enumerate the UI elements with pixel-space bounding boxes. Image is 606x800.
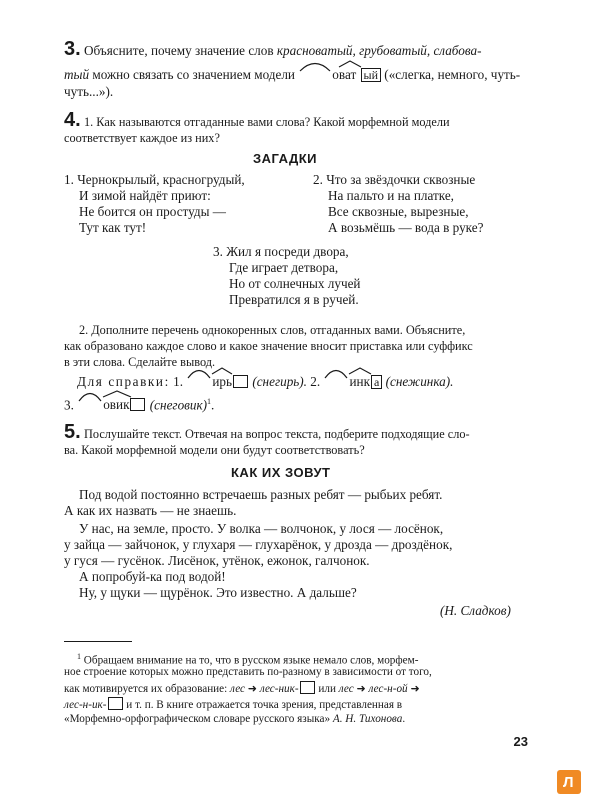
reference-line2: 3. овик (снеговик)$^1$. — [64, 394, 214, 413]
story-line1: Под водой постоянно встречаешь разных ребят — рыбьих ребят. — [79, 487, 443, 502]
task4-q2-line3: в эти слова. Сделайте вывод. — [64, 355, 216, 369]
riddle1-line3: Не боится он простуды — — [79, 204, 226, 219]
suffix-mark: овик — [103, 397, 129, 412]
task4-q2-line1: 2. Дополните перечень однокоренных слов, отгаданных вами. Объясните, — [79, 323, 466, 337]
suffix-mark: ват — [339, 67, 356, 82]
ref3-model — [77, 397, 129, 413]
suffix-mark: ирь — [212, 374, 232, 389]
task3-line1: 3. Объясните, почему значение слов красноватый, грубоватый, слабова- — [64, 38, 482, 60]
suffix-caret-icon — [338, 60, 362, 68]
task4-line1: 4. 1. Как называются отгаданные вами слова? Какой морфемной модели — [64, 109, 450, 131]
ending-box: а — [371, 375, 382, 389]
footnote-line4: лес-н-ик- и т. п. В книге отражается точка зрения, представленная в — [64, 699, 403, 711]
reference-label: Для справки: — [77, 374, 170, 389]
task4-line2: соответствует каждое из них? — [64, 131, 220, 145]
ending-box: ый — [361, 68, 381, 82]
story-line3: У нас, на земле, просто. У волка — волчонок, у лося — лосёнок, — [79, 521, 444, 536]
root-arc-icon — [186, 365, 212, 379]
arrow-right-icon: ➜ — [356, 682, 366, 695]
ending-box — [233, 375, 248, 388]
task5-line1: 5. Послушайте текст. Отвечая на вопрос текста, подберите подходящие сло- — [64, 421, 470, 443]
root-arc-icon — [298, 58, 332, 72]
suffix-mark: инк — [349, 374, 370, 389]
riddle3-line4: Превратился я в ручей. — [229, 292, 359, 307]
task4-number: 4. — [64, 109, 81, 131]
riddle1-line2: И зимой найдёт приют: — [79, 188, 211, 203]
task3-line2: тый можно связать со значением модели о ват ый («слегка, немного, чуть- — [64, 67, 520, 83]
root-arc-icon — [323, 365, 349, 379]
arrow-right-icon: ➜ — [410, 682, 420, 695]
footnote-divider — [64, 641, 132, 642]
task5-number: 5. — [64, 421, 81, 443]
ref2-model — [323, 374, 370, 390]
riddle3-line3: Но от солнечных лучей — [229, 276, 361, 291]
suffix-caret-icon — [211, 367, 233, 375]
riddle1-line1: 1. Чернокрылый, красногрудый, — [64, 172, 245, 187]
ending-box — [300, 681, 315, 694]
story-heading: КАК ИХ ЗОВУТ — [231, 465, 331, 480]
suffix-caret-icon — [102, 390, 132, 398]
footnote-line2: ное строение которых можно представить по-разному в зависимости от того, — [64, 666, 432, 678]
page-number: 23 — [513, 734, 528, 749]
story-line4: у зайца — зайчонок, у глухаря — глухарёнок, у дрозда — дроздёнок, — [64, 537, 453, 552]
root-model: о ват — [298, 67, 356, 83]
story-line7: Ну, у щуки — щурёнок. Это известно. А дальше? — [79, 585, 357, 600]
riddle2-line2: На пальто и на платке, — [328, 188, 454, 203]
riddle2-line3: Все сквозные, вырезные, — [328, 204, 469, 219]
task4-q2-line2: как образовано каждое слово и какое значение вносит приставка или суффикс — [64, 339, 473, 353]
story-line5: у гуся — гусёнок. Лисёнок, утёнок, ежонок, галчонок. — [64, 553, 370, 568]
story-author: (Н. Сладков) — [440, 603, 511, 618]
reference-line1: Для справки: 1. ирь (снегирь). 2. инк а (снежинка). — [77, 374, 453, 390]
ref1-model — [186, 374, 232, 390]
publisher-logo-icon: Л — [557, 770, 581, 794]
riddle1-line4: Тут как тут! — [79, 220, 147, 235]
riddle3-line1: 3. Жил я посреди двора, — [213, 244, 349, 259]
task3-number: 3. — [64, 38, 81, 60]
ending-box — [108, 697, 123, 710]
story-line2: А как их назвать — не знаешь. — [64, 503, 237, 518]
riddle2-line4: А возьмёшь — вода в руке? — [328, 220, 484, 235]
footnote-line3: как мотивируется их образование: лес ➜ лес-ник- или лес ➜ лес-н-ой ➜ — [64, 682, 420, 695]
ending-box — [130, 398, 145, 411]
footnote-line5: «Морфемно-орфографическом словаре русского языка» А. Н. Тихонова. — [64, 713, 406, 725]
suffix-caret-icon — [348, 367, 372, 375]
riddles-heading: ЗАГАДКИ — [253, 151, 317, 166]
footnote-line1: $^1$ Обращаем внимание на то, что в русском языке немало слов, морфем- — [77, 652, 419, 667]
arrow-right-icon: ➜ — [247, 682, 258, 695]
riddle2-line1: 2. Что за звёздочки сквозные — [313, 172, 476, 187]
story-line6: А попробуй-ка под водой! — [79, 569, 226, 584]
root-arc-icon — [77, 388, 103, 402]
task5-line2: ва. Какой морфемной модели они будут соответствовать? — [64, 443, 365, 457]
riddle3-line2: Где играет детвора, — [229, 260, 339, 275]
task3-line3: чуть...»). — [64, 84, 114, 99]
